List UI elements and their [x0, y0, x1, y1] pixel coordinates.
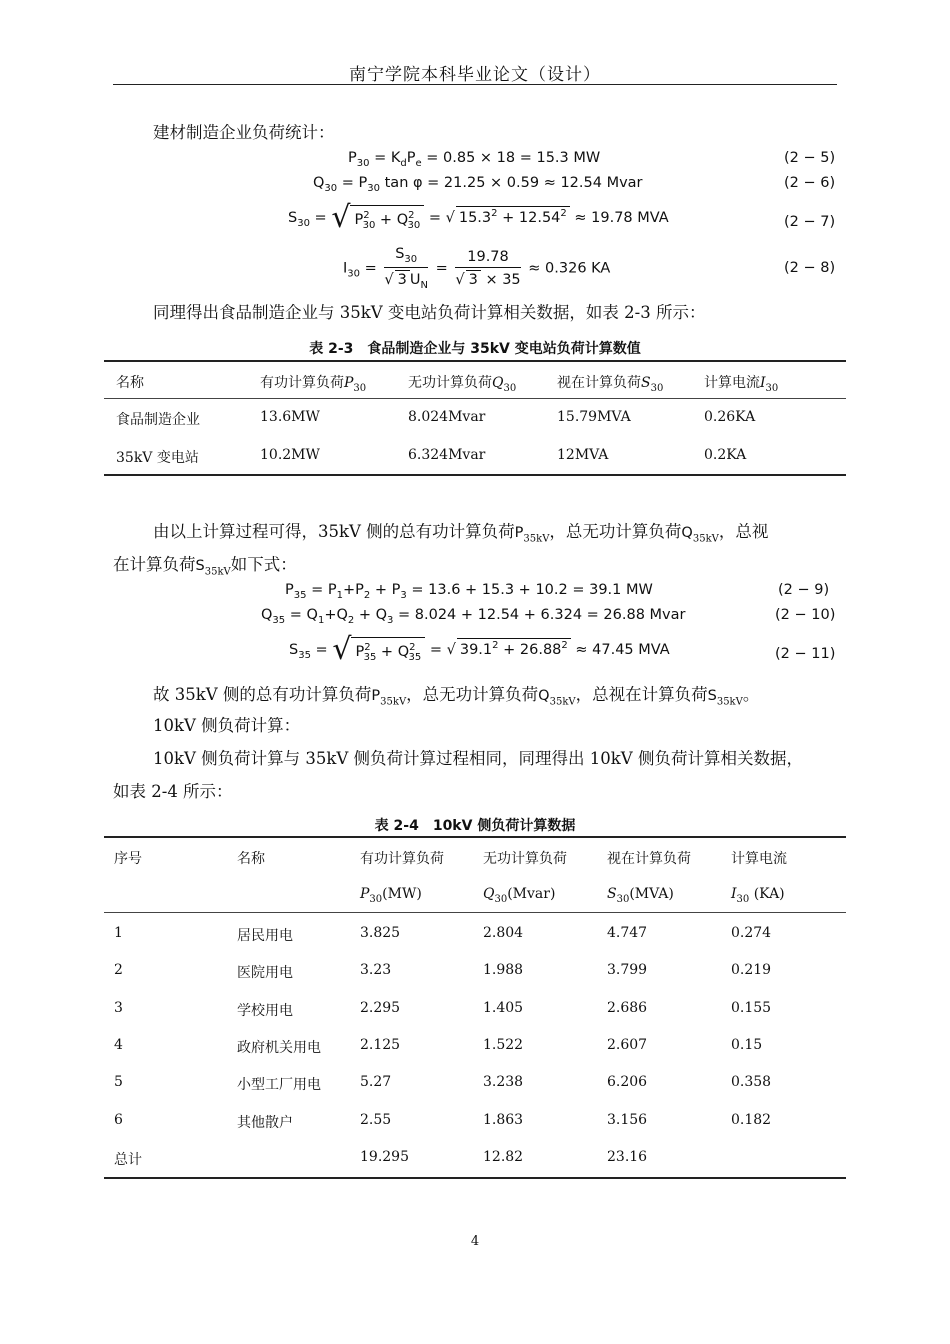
table-header-index: 序号: [114, 851, 142, 867]
table-cell: 6.324Mvar: [408, 447, 486, 463]
table-cell: 23.16: [607, 1148, 648, 1165]
table-cell: 4.747: [607, 925, 648, 941]
paragraph-35kv-line2: 在计算负荷$S_{35kV}$如下式：: [113, 555, 297, 578]
table-header-current: 计算电流: [731, 851, 787, 867]
table-cell: 2.125: [360, 1036, 401, 1053]
table-cell: 2: [114, 962, 123, 979]
table-2-4: [104, 836, 846, 1181]
table-cell: 1.405: [483, 999, 524, 1016]
equation-number-2-11: (2 − 11): [775, 646, 836, 662]
table-cell: 15.79MVA: [557, 409, 631, 425]
equation-2-6: $Q_{30} = P_{30}$ tan φ = 21.25 × 0.59 ≈ 12.54 Mvar: [313, 175, 643, 194]
table-2-3-header-rule: [104, 398, 846, 399]
paragraph-35kv-result: 故 35kV 侧的总有功计算负荷$P_{35kV}$，总无功计算负荷$Q_{35kV}$，总视在计算负荷$S_{35kV}$。: [153, 685, 760, 708]
equation-number-2-8: (2 − 8): [784, 260, 836, 276]
table-cell: 政府机关用电: [237, 1039, 321, 1056]
table-header-name: 名称: [116, 375, 144, 391]
table-cell: 0.274: [731, 925, 772, 941]
table-2-4-header-rule: [104, 912, 846, 913]
table-2-4-bottom-rule: [104, 1177, 846, 1179]
table-2-4-caption: 表 2-4 10kV 侧负荷计算数据: [374, 818, 576, 834]
paragraph-food: 同理得出食品制造企业与 35kV 变电站负荷计算相关数据，如表 2-3 所示：: [153, 303, 706, 322]
table-cell: 医院用电: [237, 965, 293, 982]
equation-number-2-6: (2 − 6): [784, 175, 836, 191]
table-header-current-unit: $I_{30}$ (KA): [731, 886, 785, 905]
paragraph-10kv-line2: 如表 2-4 所示：: [113, 782, 233, 801]
table-cell: 2.607: [607, 1036, 648, 1053]
table-cell: 小型工厂用电: [237, 1077, 321, 1094]
table-cell: 1: [114, 925, 123, 941]
table-cell: 0.155: [731, 999, 772, 1016]
table-cell: 2.55: [360, 1111, 392, 1128]
table-cell: 3: [114, 999, 123, 1016]
table-cell: 3.23: [360, 962, 392, 979]
equation-number-2-7: (2 − 7): [784, 214, 836, 230]
table-cell: 0.219: [731, 962, 772, 979]
table-cell: 1.988: [483, 962, 524, 979]
table-cell: 0.358: [731, 1074, 772, 1091]
table-cell: 12.82: [483, 1148, 524, 1165]
table-cell: 其他散户: [237, 1114, 293, 1131]
table-header-apparent: 视在计算负荷$S_{30}$: [557, 375, 664, 394]
table-header-active-unit: $P_{30}(MW)$: [360, 886, 422, 905]
header-rule: [113, 84, 837, 85]
table-cell: 0.26KA: [704, 409, 756, 425]
table-2-3: [104, 360, 846, 478]
table-cell: 总计: [114, 1151, 142, 1168]
table-cell: 2.295: [360, 999, 401, 1016]
equation-2-7: $S_{30}$ = √ $P^2_{30} + Q^2_{30}$ = √ $15.3^2 + 12.54^2 \approx 19.78$ MVA: [288, 200, 669, 235]
table-cell: 3.238: [483, 1074, 524, 1091]
table-header-apparent: 视在计算负荷: [607, 851, 691, 867]
table-cell: 0.2KA: [704, 447, 747, 463]
table-cell: 12MVA: [557, 447, 609, 463]
table-cell: 5: [114, 1074, 123, 1091]
page-number: 4: [470, 1234, 480, 1249]
table-cell: 4: [114, 1036, 123, 1053]
equation-number-2-5: (2 − 5): [784, 150, 836, 166]
table-cell: 2.804: [483, 925, 524, 941]
table-2-3-caption: 表 2-3 食品制造企业与 35kV 变电站负荷计算数值: [309, 341, 641, 357]
table-cell: 5.27: [360, 1074, 392, 1091]
equation-number-2-9: (2 − 9): [778, 582, 830, 598]
table-header-current: 计算电流$I_{30}$: [704, 375, 779, 394]
table-cell: 3.799: [607, 962, 648, 979]
table-cell: 35kV 变电站: [116, 450, 199, 466]
table-cell: 居民用电: [237, 928, 293, 944]
table-2-3-bottom-rule: [104, 474, 846, 476]
table-header-reactive-unit: $Q_{30}(Mvar)$: [483, 886, 556, 905]
table-cell: 19.295: [360, 1148, 409, 1165]
table-cell: 6: [114, 1111, 123, 1128]
table-header-apparent-unit: $S_{30}(MVA)$: [607, 886, 674, 905]
table-cell: 0.182: [731, 1111, 772, 1128]
equation-2-10: $Q_{35} = Q_1+Q_2 + Q_3 = 8.024 + 12.54 + 6.324 = 26.88$ Mvar: [261, 607, 686, 626]
table-cell: 3.156: [607, 1111, 648, 1128]
table-cell: 1.522: [483, 1036, 524, 1053]
section-building-title: 建材制造企业负荷统计：: [153, 123, 335, 142]
table-header-reactive: 无功计算负荷$Q_{30}$: [408, 375, 517, 394]
equation-2-5: $P_{30} = K_dP_e = 0.85 \times 18 = 15.3$ MW: [348, 150, 601, 169]
table-cell: 2.686: [607, 999, 648, 1016]
page-header: 南宁学院本科毕业论文（设计）: [349, 65, 601, 85]
table-cell: 8.024Mvar: [408, 409, 486, 425]
table-cell: 6.206: [607, 1074, 648, 1091]
table-cell: 3.825: [360, 925, 401, 941]
table-cell: 0.15: [731, 1036, 763, 1053]
paragraph-10kv-line1: 10kV 侧负荷计算与 35kV 侧负荷计算过程相同，同理得出 10kV 侧负荷计算相关数据，: [153, 749, 803, 768]
section-10kv-title: 10kV 侧负荷计算：: [153, 716, 301, 735]
table-header-reactive: 无功计算负荷: [483, 851, 567, 867]
table-header-name: 名称: [237, 851, 265, 867]
table-cell: 13.6MW: [260, 409, 320, 425]
equation-2-11: $S_{35}$ = √ $P^2_{35} + Q^2_{35}$ = √ $39.1^2 + 26.88^2 \approx 47.45$ MVA: [289, 632, 670, 667]
table-cell: 食品制造企业: [116, 412, 200, 428]
equation-2-9: $P_{35} = P_1+P_2 + P_3 = 13.6 + 15.3 + 10.2 = 39.1$ MW: [285, 582, 653, 601]
paragraph-35kv-line1: 由以上计算过程可得，35kV 侧的总有功计算负荷$P_{35kV}$，总无功计算负荷$Q_{35kV}$，总视: [153, 522, 769, 545]
table-header-active: 有功计算负荷$P_{30}$: [260, 375, 367, 394]
equation-2-8: $I_{30}$ = $\frac{S_{30}}{√ 3 U_N}$ = $\frac{19.78}{√ 3 \times 35}$ ≈ 0.326 KA: [343, 246, 611, 291]
table-cell: 学校用电: [237, 1002, 293, 1019]
table-header-active: 有功计算负荷: [360, 851, 444, 867]
table-cell: 1.863: [483, 1111, 524, 1128]
table-cell: 10.2MW: [260, 447, 320, 463]
equation-number-2-10: (2 − 10): [775, 607, 836, 623]
